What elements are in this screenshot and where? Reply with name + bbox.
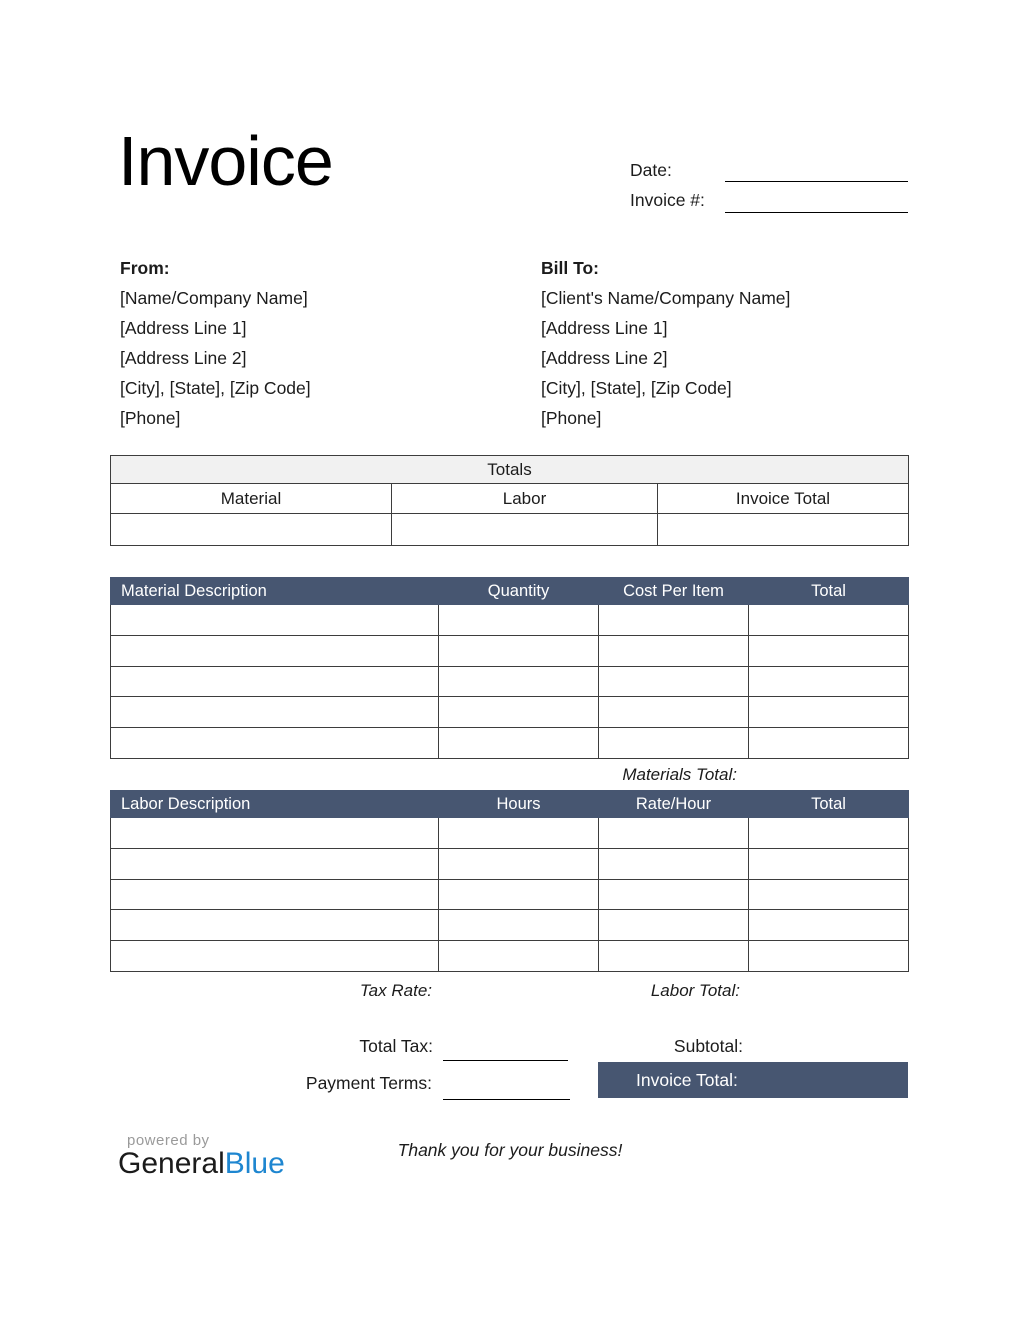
table-row	[111, 605, 909, 636]
labor-total-label: Labor Total:	[650, 981, 740, 1000]
subtotal-label: Subtotal:	[673, 1036, 743, 1056]
table-cell[interactable]	[111, 879, 439, 910]
table-cell[interactable]	[111, 697, 439, 728]
total-tax-label: Total Tax:	[359, 1036, 433, 1056]
bill-to-address-line: [City], [State], [Zip Code]	[541, 377, 732, 398]
table-cell[interactable]	[111, 605, 439, 636]
table-cell[interactable]	[599, 941, 749, 972]
column-header-labor: Labor	[392, 484, 658, 514]
table-cell[interactable]	[749, 697, 909, 728]
table-cell[interactable]	[599, 605, 749, 636]
brand-general-text: General	[118, 1147, 225, 1180]
table-cell[interactable]	[439, 848, 599, 879]
invoice-number-label: Invoice #:	[630, 190, 705, 210]
from-label: From:	[120, 258, 170, 278]
from-section	[120, 254, 311, 433]
table-cell[interactable]	[111, 818, 439, 849]
table-row	[111, 879, 909, 910]
powered-by-text: powered by	[127, 1132, 210, 1149]
column-header-total: Total	[749, 578, 909, 605]
table-cell[interactable]	[749, 635, 909, 666]
totals-title: Totals	[111, 456, 909, 484]
column-header-rate-per-hour: Rate/Hour	[599, 791, 749, 818]
from-address-line: [Phone]	[120, 407, 181, 428]
from-address-line: [City], [State], [Zip Code]	[120, 377, 311, 398]
table-cell[interactable]	[599, 818, 749, 849]
invoice-total-bar	[598, 1062, 908, 1098]
labor-table	[110, 790, 909, 972]
tax-rate-label: Tax Rate:	[359, 981, 432, 1000]
date-input-line[interactable]	[725, 181, 908, 182]
from-address-line: [Address Line 1]	[120, 317, 247, 338]
totals-values-row	[111, 514, 909, 546]
table-cell[interactable]	[111, 848, 439, 879]
materials-total-label: Materials Total:	[622, 765, 737, 784]
from-address-line: [Name/Company Name]	[120, 287, 308, 308]
table-cell[interactable]	[599, 666, 749, 697]
table-cell[interactable]	[599, 879, 749, 910]
table-cell[interactable]	[749, 605, 909, 636]
bill-to-address-line: [Client's Name/Company Name]	[541, 287, 791, 308]
material-total-cell[interactable]	[111, 514, 392, 546]
table-row	[111, 910, 909, 941]
column-header-material: Material	[111, 484, 392, 514]
column-header-invoice-total: Invoice Total	[658, 484, 909, 514]
column-header-cost-per-item: Cost Per Item	[599, 578, 749, 605]
column-header-labor-description: Labor Description	[111, 791, 439, 818]
table-cell[interactable]	[111, 666, 439, 697]
table-row	[111, 697, 909, 728]
invoice-total-cell[interactable]	[658, 514, 909, 546]
column-header-quantity: Quantity	[439, 578, 599, 605]
bill-to-address-line: [Address Line 2]	[541, 347, 668, 368]
table-row	[111, 728, 909, 759]
table-cell[interactable]	[599, 697, 749, 728]
totals-title-row	[111, 456, 909, 484]
table-cell[interactable]	[111, 728, 439, 759]
totals-header-row	[111, 484, 909, 514]
table-cell[interactable]	[439, 941, 599, 972]
materials-table	[110, 577, 909, 759]
table-cell[interactable]	[749, 666, 909, 697]
from-address-line: [Address Line 2]	[120, 347, 247, 368]
payment-terms-label: Payment Terms:	[305, 1073, 432, 1093]
total-tax-input-line[interactable]	[443, 1060, 568, 1061]
invoice-number-input-line[interactable]	[725, 212, 908, 213]
page-title: Invoice	[118, 122, 333, 200]
invoice-total-bar-label: Invoice Total:	[636, 1070, 738, 1090]
table-cell[interactable]	[749, 848, 909, 879]
table-row	[111, 666, 909, 697]
totals-table	[110, 455, 909, 546]
labor-header-row	[111, 791, 909, 818]
table-row	[111, 818, 909, 849]
column-header-total: Total	[749, 791, 909, 818]
table-cell[interactable]	[439, 697, 599, 728]
bill-to-address-line: [Address Line 1]	[541, 317, 668, 338]
table-cell[interactable]	[111, 635, 439, 666]
table-row	[111, 635, 909, 666]
table-cell[interactable]	[439, 879, 599, 910]
table-cell[interactable]	[599, 728, 749, 759]
table-cell[interactable]	[111, 941, 439, 972]
table-cell[interactable]	[111, 910, 439, 941]
table-cell[interactable]	[439, 666, 599, 697]
brand-blue-text: Blue	[224, 1147, 285, 1180]
table-cell[interactable]	[749, 818, 909, 849]
table-row	[111, 941, 909, 972]
bill-to-address-line: [Phone]	[541, 407, 602, 428]
column-header-material-description: Material Description	[111, 578, 439, 605]
table-cell[interactable]	[599, 910, 749, 941]
table-cell[interactable]	[439, 635, 599, 666]
table-cell[interactable]	[749, 728, 909, 759]
payment-terms-input-line[interactable]	[443, 1099, 570, 1100]
table-cell[interactable]	[749, 910, 909, 941]
labor-total-cell[interactable]	[392, 514, 658, 546]
table-cell[interactable]	[599, 848, 749, 879]
table-cell[interactable]	[439, 605, 599, 636]
general-blue-logo[interactable]	[118, 1147, 285, 1181]
materials-header-row	[111, 578, 909, 605]
thank-you-text: Thank you for your business!	[397, 1140, 623, 1160]
table-cell[interactable]	[439, 728, 599, 759]
date-label: Date:	[630, 160, 672, 180]
table-cell[interactable]	[749, 941, 909, 972]
column-header-hours: Hours	[439, 791, 599, 818]
table-cell[interactable]	[439, 910, 599, 941]
bill-to-label: Bill To:	[541, 258, 599, 278]
bill-to-section	[541, 254, 790, 433]
table-cell[interactable]	[439, 818, 599, 849]
table-cell[interactable]	[599, 635, 749, 666]
table-row	[111, 848, 909, 879]
table-cell[interactable]	[749, 879, 909, 910]
